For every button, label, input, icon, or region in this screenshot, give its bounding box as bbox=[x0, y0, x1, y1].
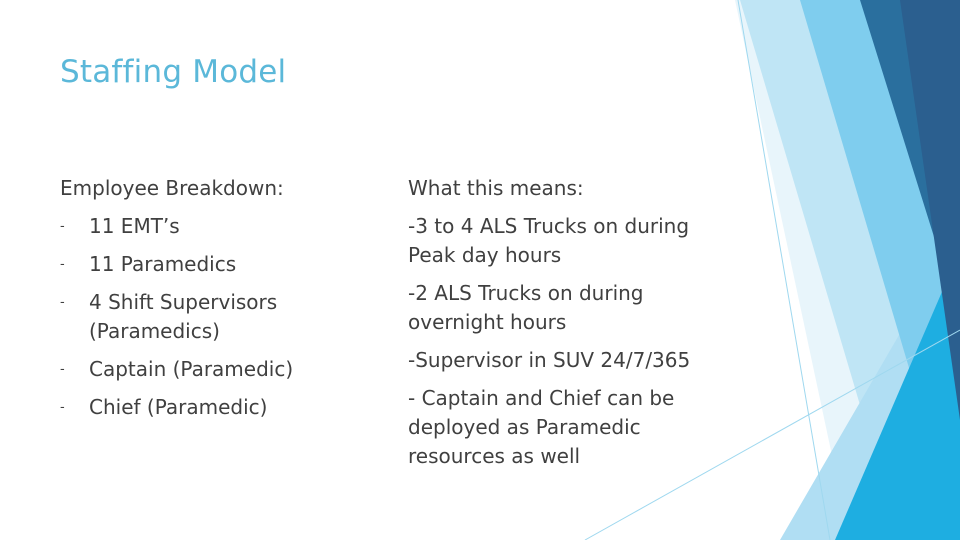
list-item-text: 4 Shift Supervisors (Paramedics) bbox=[89, 290, 278, 343]
employee-breakdown-column bbox=[60, 174, 380, 431]
employee-breakdown-heading: Employee Breakdown: bbox=[60, 176, 284, 200]
list-item bbox=[60, 212, 380, 241]
list-item-text: Chief (Paramedic) bbox=[89, 395, 268, 419]
list-item-text: 11 Paramedics bbox=[89, 252, 237, 276]
list-item bbox=[60, 355, 380, 384]
bullet-marker: - bbox=[60, 257, 65, 272]
employee-list bbox=[60, 212, 380, 422]
bullet-marker: - bbox=[60, 400, 65, 415]
meaning-paragraph: -3 to 4 ALS Trucks on during Peak day hours bbox=[408, 214, 690, 267]
bullet-marker: - bbox=[60, 219, 65, 234]
list-item bbox=[60, 250, 380, 279]
list-item bbox=[60, 393, 380, 422]
meaning-paragraph: -Supervisor in SUV 24/7/365 bbox=[408, 348, 691, 372]
bullet-marker: - bbox=[60, 295, 65, 310]
meaning-paragraph: - Captain and Chief can be deployed as Paramedic resources as well bbox=[408, 386, 675, 468]
meaning-paragraph: -2 ALS Trucks on during overnight hours bbox=[408, 281, 644, 334]
slide-title: Staffing Model bbox=[60, 54, 287, 90]
list-item bbox=[60, 288, 380, 346]
list-item-text: Captain (Paramedic) bbox=[89, 357, 294, 381]
list-item-text: 11 EMT’s bbox=[89, 214, 180, 238]
what-this-means-column bbox=[408, 174, 738, 480]
bullet-marker: - bbox=[60, 362, 65, 377]
what-this-means-heading: What this means: bbox=[408, 176, 584, 200]
